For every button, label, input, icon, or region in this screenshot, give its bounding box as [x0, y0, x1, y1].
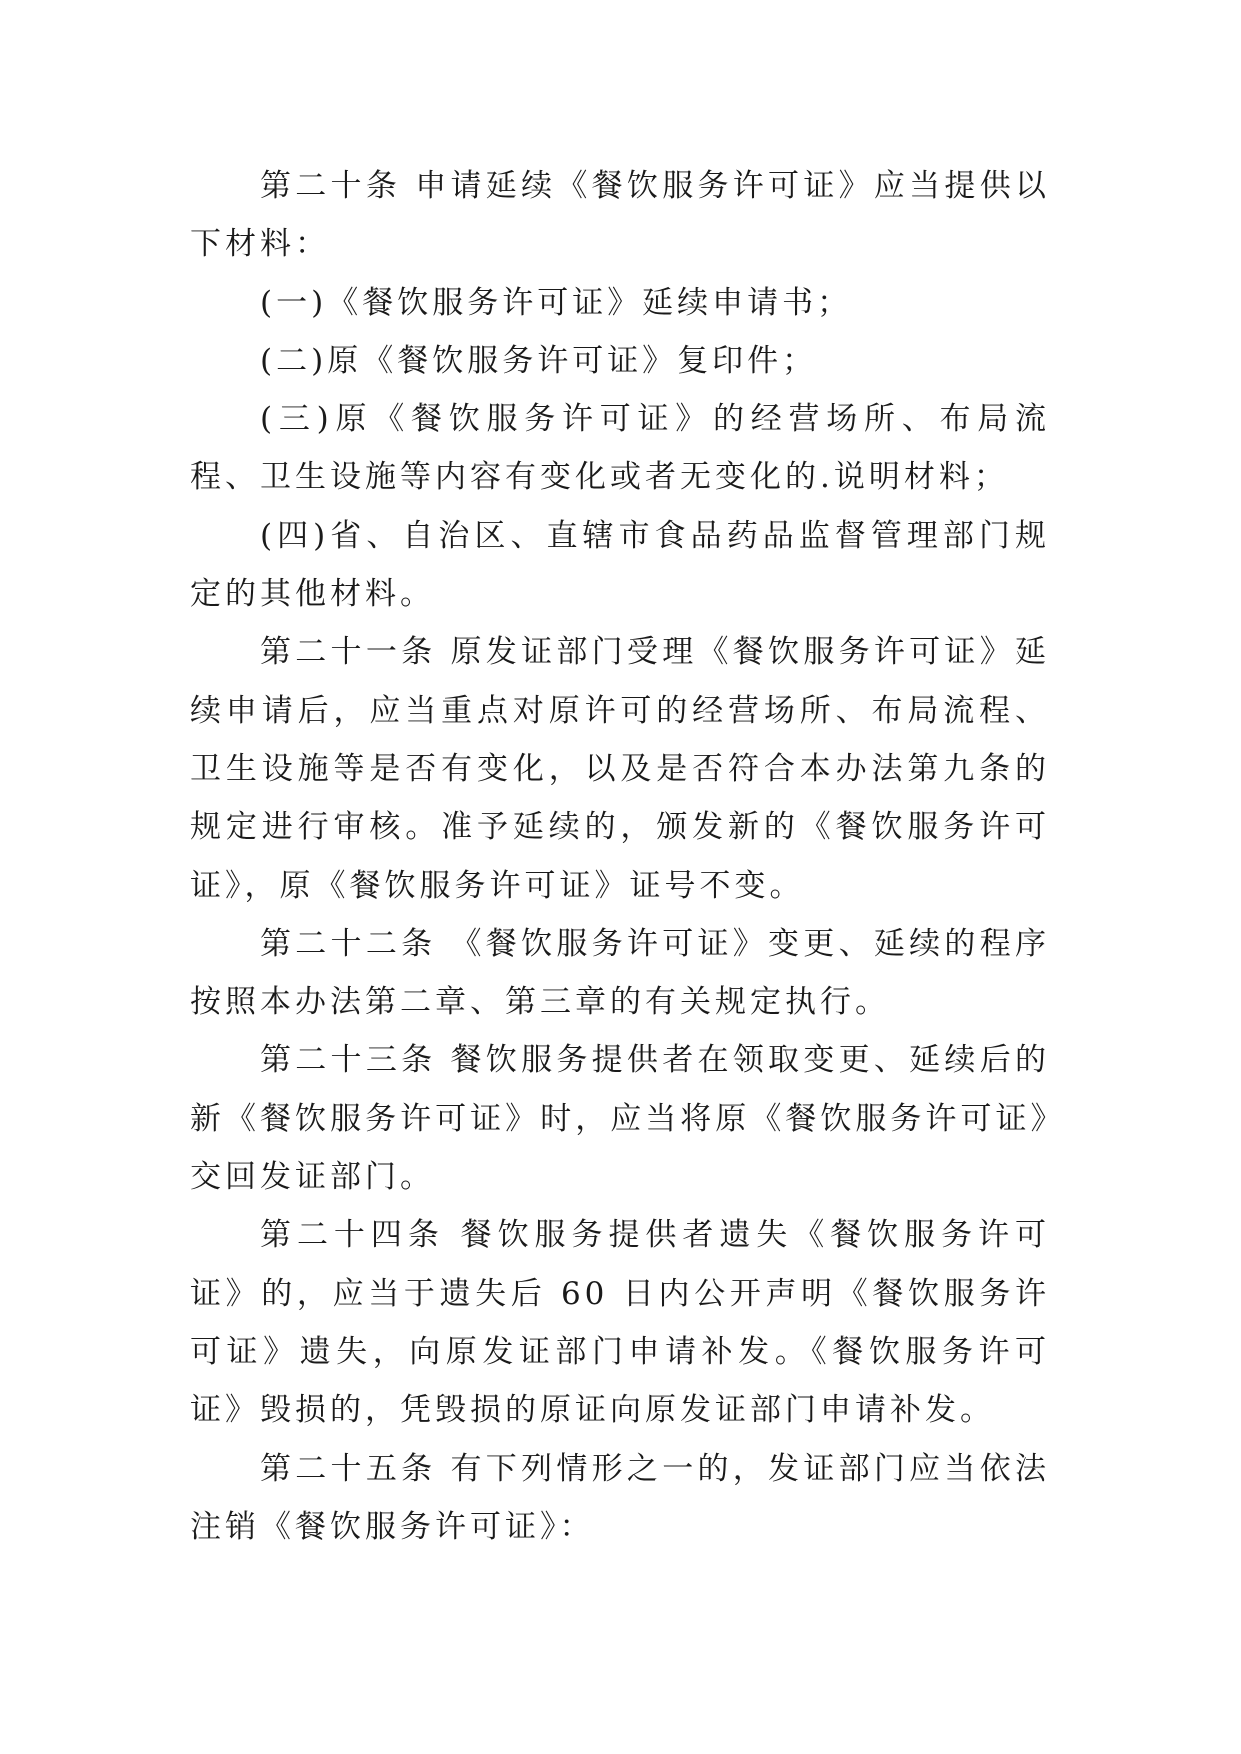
article-25-paragraph: 第二十五条 有下列情形之一的，发证部门应当依法注销《餐饮服务许可证》： [190, 1450, 1050, 1545]
article-20-paragraph: 第二十条 申请延续《餐饮服务许可证》应当提供以下材料： [190, 168, 1050, 263]
article-20-item-3: (三)原《餐饮服务许可证》的经营场所、布局流程、卫生设施等内容有变化或者无变化的.说明材料； [190, 401, 1050, 496]
article-21-paragraph: 第二十一条 原发证部门受理《餐饮服务许可证》延续申请后，应当重点对原许可的经营场所、布局流程、卫生设施等是否有变化，以及是否符合本办法第九条的规定进行审核。准予延续的，颁发新的《餐饮服务许可证》，原《餐饮服务许可证》证号不变。 [190, 634, 1050, 904]
article-24-paragraph: 第二十四条 餐饮服务提供者遗失《餐饮服务许可证》的，应当于遗失后 60 日内公开声明《餐饮服务许可证》遗失，向原发证部门申请补发。《餐饮服务许可证》毁损的，凭毁损的原证向原发证部门申请补发。 [190, 1217, 1050, 1429]
document-body [190, 157, 1050, 1556]
article-20-item-2: (二)原《餐饮服务许可证》复印件； [260, 342, 818, 379]
article-20-item-1: (一)《餐饮服务许可证》延续申请书； [260, 284, 853, 321]
article-20-item-4: (四)省、自治区、直辖市食品药品监督管理部门规定的其他材料。 [190, 517, 1050, 613]
article-23-paragraph: 第二十三条 餐饮服务提供者在领取变更、延续后的新《餐饮服务许可证》时，应当将原《餐饮服务许可证》交回发证部门。 [190, 1042, 1050, 1196]
article-22-paragraph: 第二十二条 《餐饮服务许可证》变更、延续的程序按照本办法第二章、第三章的有关规定执行。 [190, 925, 1050, 1021]
